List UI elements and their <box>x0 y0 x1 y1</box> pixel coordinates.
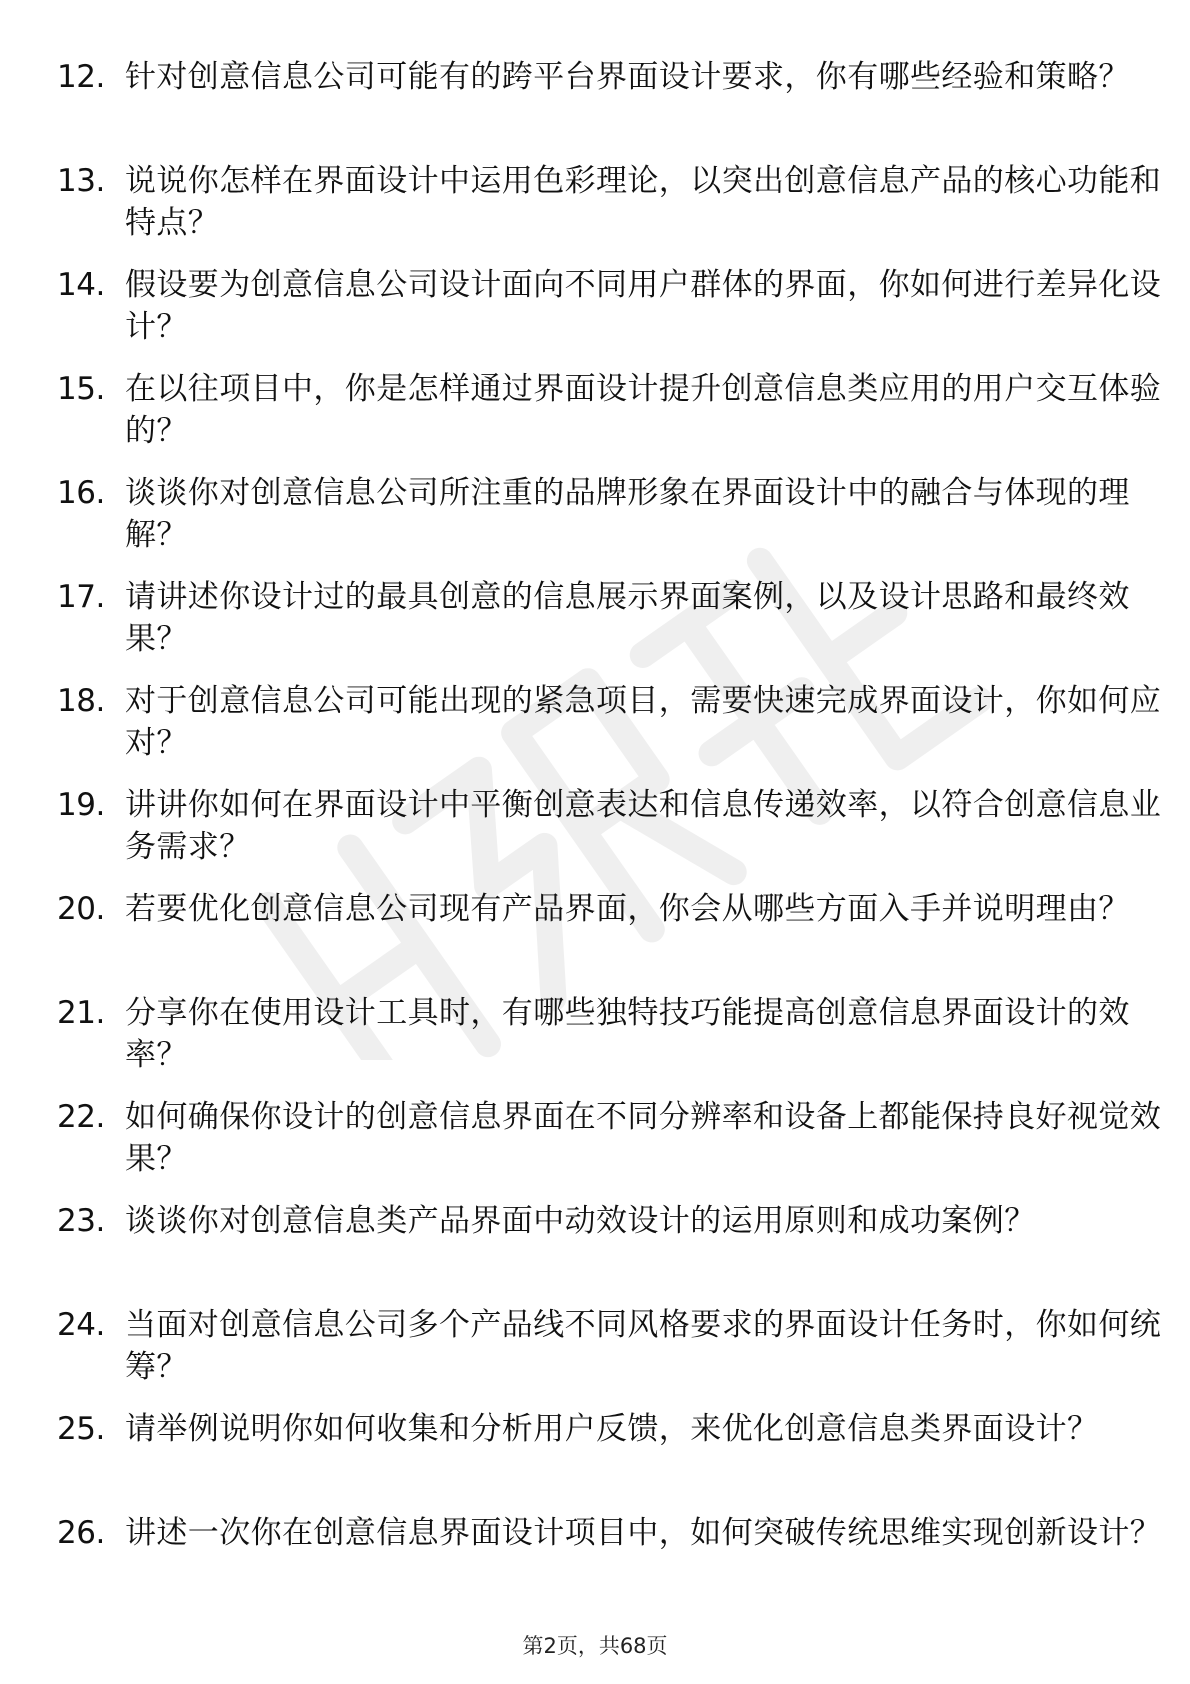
question-number: 22. <box>57 1099 105 1135</box>
question-text: 若要优化创意信息公司现有产品界面，你会从哪些方面入手并说明理由？ <box>125 891 1130 927</box>
question-text: 对于创意信息公司可能出现的紧急项目，需要快速完成界面设计，你如何应对？ <box>125 683 1162 761</box>
question-number: 18. <box>57 683 105 719</box>
question-number: 26. <box>57 1515 105 1551</box>
question-number: 12. <box>57 59 105 95</box>
question-text: 请讲述你设计过的最具创意的信息展示界面案例，以及设计思路和最终效果？ <box>125 579 1130 657</box>
question-item-15 <box>57 368 1162 472</box>
page-number-footer: 第2页，共68页 <box>522 1634 668 1658</box>
question-number: 13. <box>57 163 105 199</box>
question-text: 针对创意信息公司可能有的跨平台界面设计要求，你有哪些经验和策略？ <box>125 59 1130 95</box>
question-number: 19. <box>57 787 105 823</box>
question-item-19 <box>57 784 1162 888</box>
question-number: 24. <box>57 1307 105 1343</box>
question-number: 14. <box>57 267 105 303</box>
question-text: 当面对创意信息公司多个产品线不同风格要求的界面设计任务时，你如何统筹？ <box>125 1307 1162 1385</box>
question-number: 16. <box>57 475 105 511</box>
question-item-23 <box>57 1200 1117 1304</box>
question-item-21 <box>57 992 1130 1096</box>
question-text: 谈谈你对创意信息类产品界面中动效设计的运用原则和成功案例？ <box>125 1203 1036 1239</box>
question-number: 20. <box>57 891 105 927</box>
question-item-22 <box>57 1096 1162 1200</box>
question-number: 21. <box>57 995 105 1031</box>
question-text: 假设要为创意信息公司设计面向不同用户群体的界面，你如何进行差异化设计？ <box>125 267 1162 345</box>
question-text: 谈谈你对创意信息公司所注重的品牌形象在界面设计中的融合与体现的理解？ <box>125 475 1130 553</box>
question-number: 17. <box>57 579 105 615</box>
question-item-25 <box>57 1408 1117 1512</box>
question-number: 23. <box>57 1203 105 1239</box>
question-item-17 <box>57 576 1130 680</box>
question-list <box>57 56 1162 1616</box>
question-number: 15. <box>57 371 105 407</box>
question-item-18 <box>57 680 1162 784</box>
question-text: 讲讲你如何在界面设计中平衡创意表达和信息传递效率，以符合创意信息业务需求？ <box>125 787 1162 865</box>
question-text: 讲述一次你在创意信息界面设计项目中，如何突破传统思维实现创新设计？ <box>125 1515 1162 1551</box>
question-item-26 <box>57 1512 1162 1616</box>
question-number: 25. <box>57 1411 105 1447</box>
question-item-12 <box>57 56 1130 160</box>
question-item-13 <box>57 160 1162 264</box>
question-item-20 <box>57 888 1130 992</box>
question-item-24 <box>57 1304 1162 1408</box>
question-text: 在以往项目中，你是怎样通过界面设计提升创意信息类应用的用户交互体验的？ <box>125 371 1162 449</box>
question-item-16 <box>57 472 1130 576</box>
question-text: 说说你怎样在界面设计中运用色彩理论，以突出创意信息产品的核心功能和特点？ <box>125 163 1162 241</box>
question-text: 请举例说明你如何收集和分析用户反馈，来优化创意信息类界面设计？ <box>125 1411 1099 1447</box>
question-text: 如何确保你设计的创意信息界面在不同分辨率和设备上都能保持良好视觉效果？ <box>125 1099 1162 1177</box>
question-text: 分享你在使用设计工具时，有哪些独特技巧能提高创意信息界面设计的效率？ <box>125 995 1130 1073</box>
question-item-14 <box>57 264 1162 368</box>
